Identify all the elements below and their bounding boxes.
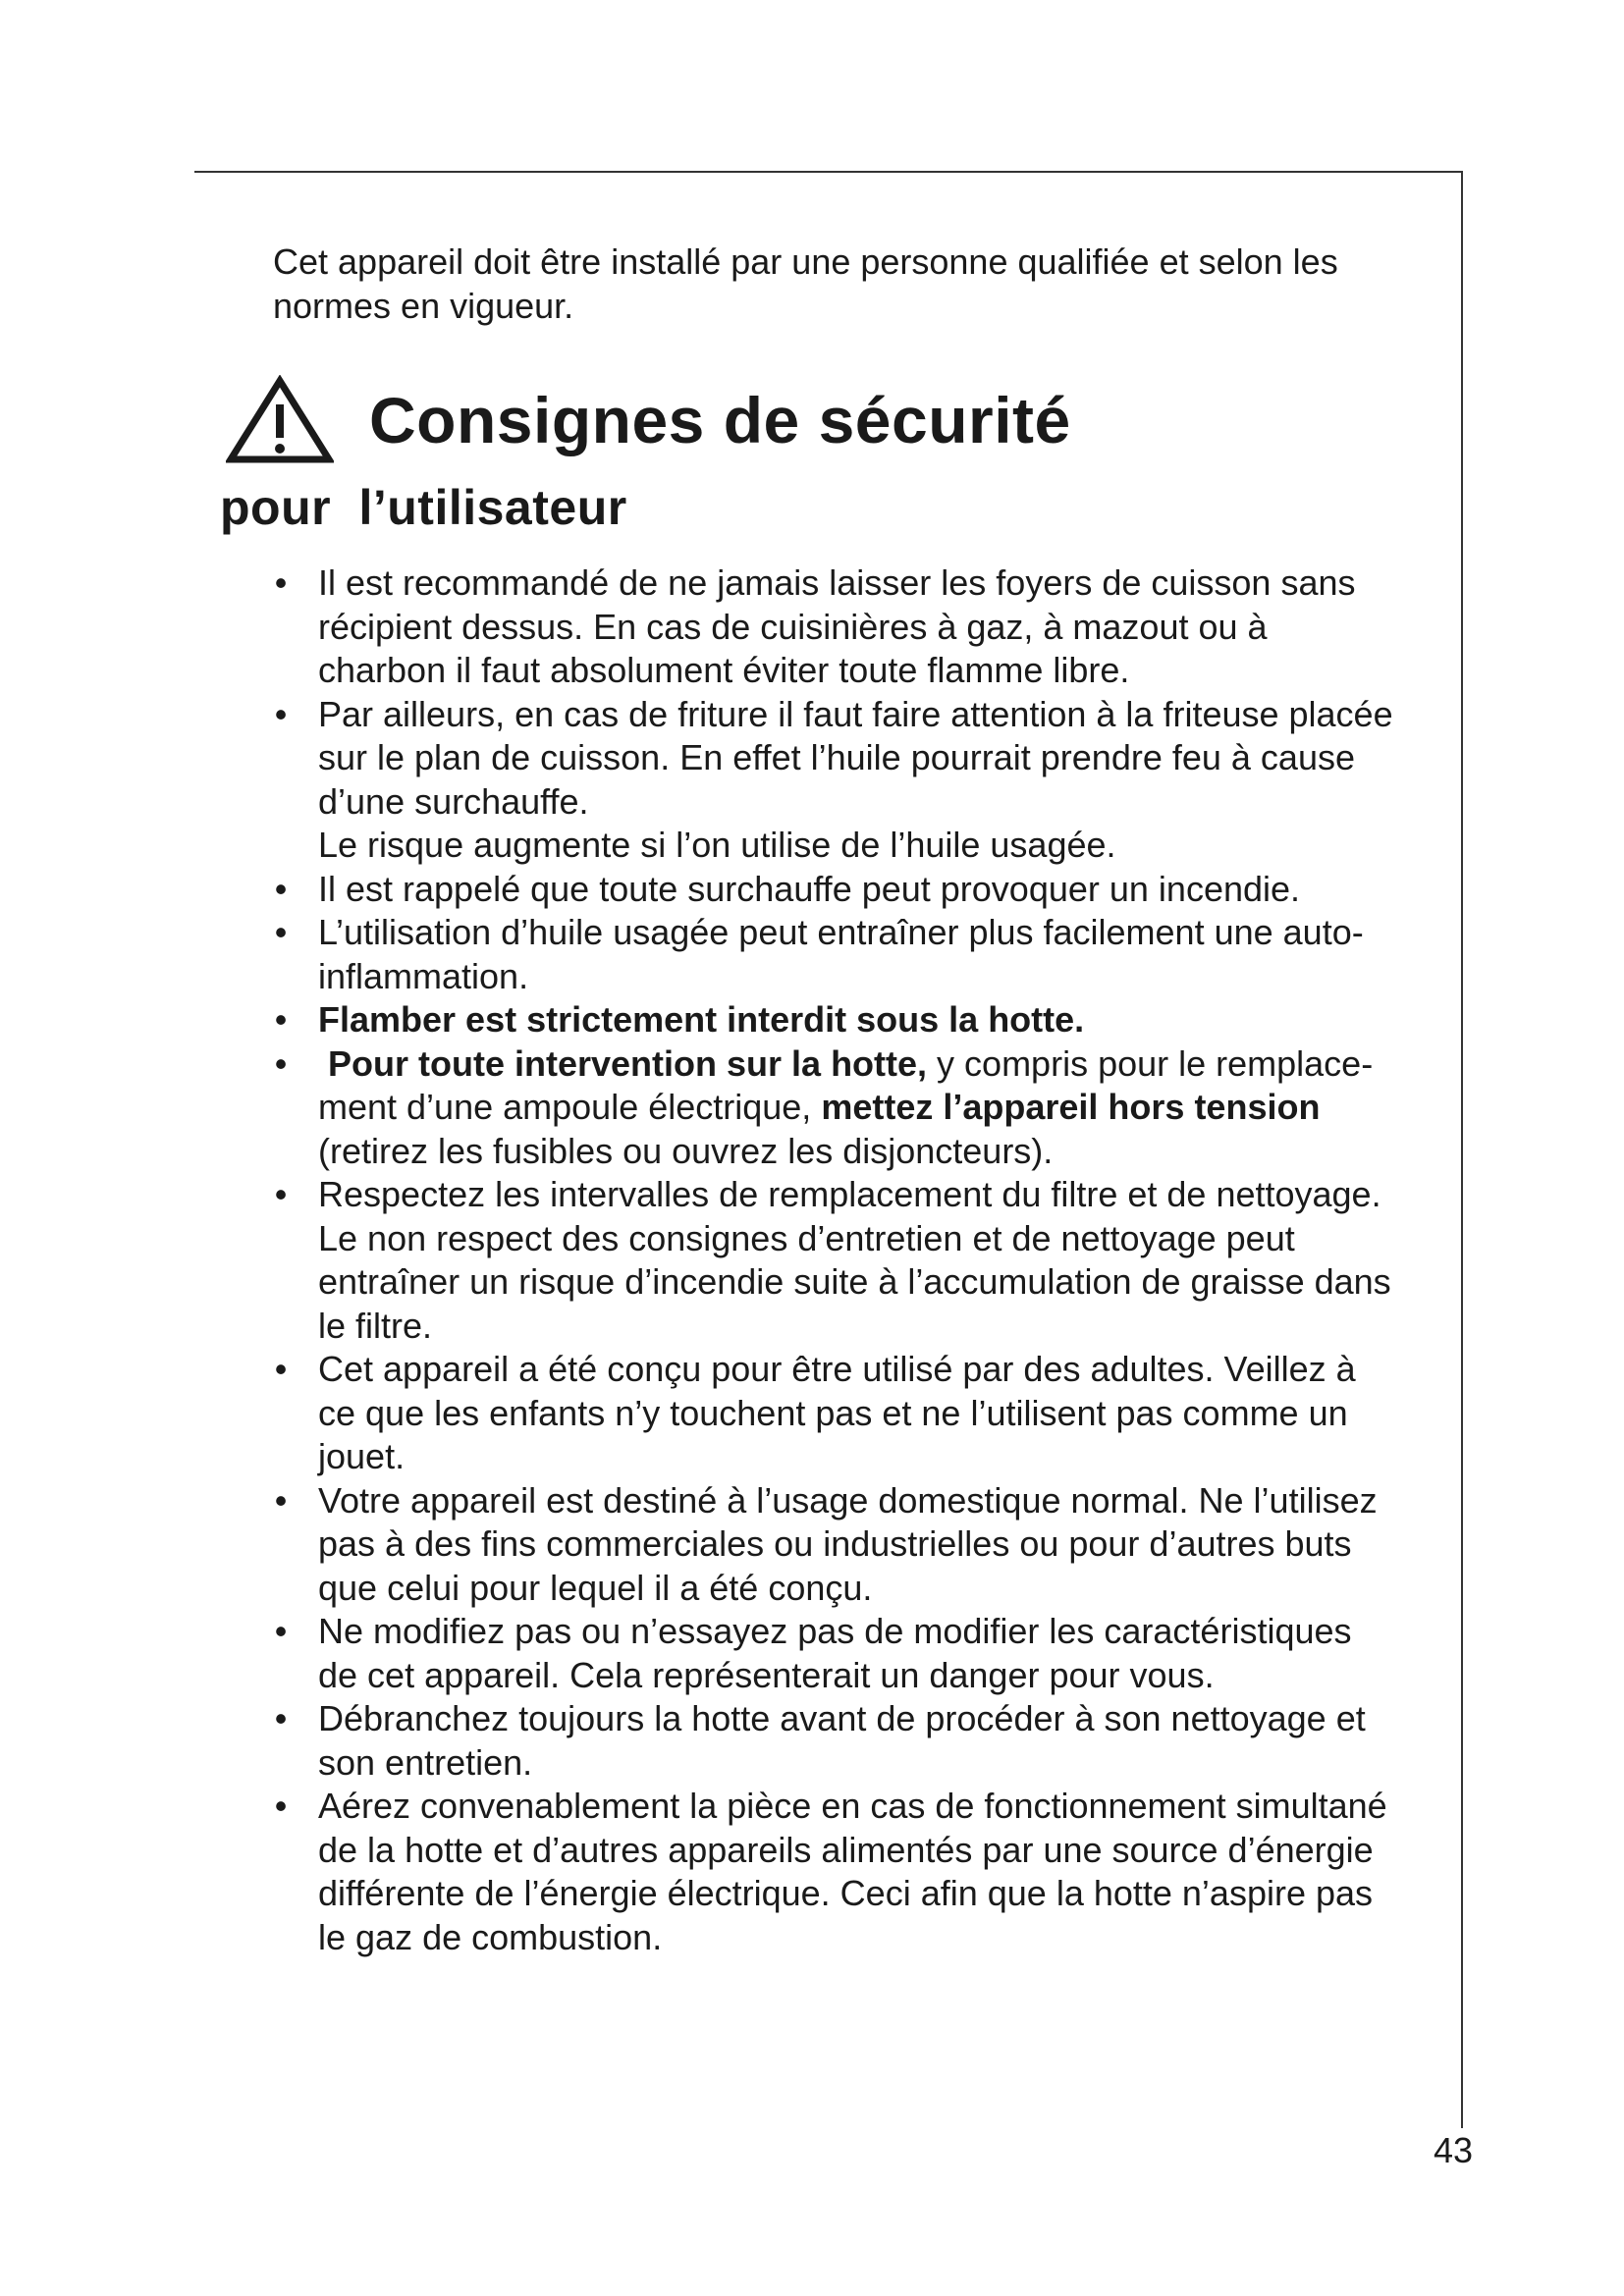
- item-text-bold: mettez l’appareil hors tension: [821, 1087, 1321, 1127]
- item-line: le filtre.: [318, 1305, 433, 1346]
- list-item: [271, 868, 1449, 912]
- intro-line: Cet appareil doit être installé par une personne qualifiée et selon les: [273, 241, 1338, 282]
- item-line: le gaz de combustion.: [318, 1916, 663, 1957]
- item-line: L’utilisation d’huile usagée peut entraîner plus facilement une auto-: [318, 912, 1364, 952]
- top-rule: [194, 171, 1463, 173]
- item-line: de la hotte et d’autres appareils alimentés par une source d’énergie: [318, 1829, 1374, 1870]
- bullet: •: [274, 868, 288, 909]
- page-title: Consignes de sécurité: [369, 384, 1071, 456]
- list-item: [271, 1785, 1449, 1959]
- page-subtitle: pour l’utilisateur: [220, 480, 627, 535]
- bullet: •: [274, 1611, 288, 1651]
- item-line: Cet appareil a été conçu pour être utilisé par des adultes. Veillez à: [318, 1349, 1356, 1389]
- item-line: Le non respect des consignes d’entretien et de nettoyage peut: [318, 1217, 1295, 1258]
- bullet: •: [274, 562, 288, 603]
- bullet: •: [274, 912, 288, 952]
- list-item: [271, 693, 1449, 868]
- page-number: 43: [1433, 2130, 1473, 2170]
- item-line: différente de l’énergie électrique. Ceci afin que la hotte n’aspire pas: [318, 1873, 1374, 1913]
- item-line: charbon il faut absolument éviter toute flamme libre.: [318, 650, 1130, 690]
- item-line: ce que les enfants n’y touchent pas et ne l’utilisent pas comme un: [318, 1392, 1348, 1433]
- item-line: Ne modifiez pas ou n’essayez pas de modifier les caractéristiques: [318, 1611, 1352, 1651]
- right-rule: [1461, 171, 1463, 2128]
- bullet: •: [274, 1698, 288, 1738]
- safety-list: [271, 561, 1449, 1959]
- item-line: Il est rappelé que toute surchauffe peut provoquer un incendie.: [318, 868, 1301, 909]
- bullet: •: [274, 693, 288, 734]
- item-line: [318, 1042, 1449, 1087]
- item-line: Le risque augmente si l’on utilise de l’huile usagée.: [318, 825, 1116, 865]
- intro-line: normes en vigueur.: [273, 286, 574, 326]
- item-text: ment d’une ampoule électrique,: [318, 1087, 822, 1127]
- item-line: Aérez convenablement la pièce en cas de fonctionnement simultané: [318, 1786, 1387, 1826]
- item-line: entraîner un risque d’incendie suite à l’accumulation de graisse dans: [318, 1261, 1391, 1302]
- bullet: •: [274, 1174, 288, 1214]
- bullet: •: [274, 1042, 288, 1084]
- item-line: Par ailleurs, en cas de friture il faut faire attention à la friteuse placée: [318, 693, 1393, 734]
- warning-triangle-icon: [226, 375, 334, 465]
- intro-paragraph: [273, 240, 1432, 328]
- item-line: pas à des fins commerciales ou industrielles ou pour d’autres buts: [318, 1523, 1352, 1564]
- list-item: [271, 1479, 1449, 1611]
- bullet: •: [274, 999, 288, 1040]
- list-item: [271, 911, 1449, 998]
- list-item: [271, 1610, 1449, 1697]
- list-item: [271, 561, 1449, 693]
- item-line: Votre appareil est destiné à l’usage domestique normal. Ne l’utilisez: [318, 1479, 1378, 1521]
- list-item: [271, 998, 1449, 1042]
- section-heading: [226, 371, 1071, 469]
- list-item: [271, 1697, 1449, 1785]
- item-line: Il est recommandé de ne jamais laisser les foyers de cuisson sans: [318, 562, 1356, 603]
- bullet: •: [274, 1786, 288, 1826]
- bullet: •: [274, 1349, 288, 1389]
- item-line: de cet appareil. Cela représenterait un danger pour vous.: [318, 1654, 1215, 1695]
- item-line-bold: Flamber est strictement interdit sous la hotte.: [318, 999, 1085, 1040]
- item-line: inflammation.: [318, 955, 529, 996]
- item-text: y compris pour le remplace-: [927, 1042, 1374, 1084]
- item-line: Débranchez toujours la hotte avant de procéder à son nettoyage et: [318, 1698, 1366, 1738]
- list-item: [271, 1042, 1449, 1174]
- item-line: (retirez les fusibles ou ouvrez les disjoncteurs).: [318, 1130, 1054, 1171]
- item-line: sur le plan de cuisson. En effet l’huile pourrait prendre feu à cause: [318, 737, 1355, 777]
- item-line: récipient dessus. En cas de cuisinières à gaz, à mazout ou à: [318, 606, 1268, 647]
- list-item: [271, 1348, 1449, 1479]
- item-line: jouet.: [318, 1436, 406, 1476]
- item-line: d’une surchauffe.: [318, 780, 589, 822]
- item-line: son entretien.: [318, 1741, 533, 1783]
- item-line: [318, 1086, 1449, 1130]
- item-text-bold: Pour toute intervention sur la hotte,: [328, 1042, 928, 1084]
- item-line: Respectez les intervalles de remplacement du filtre et de nettoyage.: [318, 1174, 1381, 1214]
- item-line: que celui pour lequel il a été conçu.: [318, 1567, 873, 1608]
- list-item: [271, 1173, 1449, 1348]
- bullet: •: [274, 1479, 288, 1521]
